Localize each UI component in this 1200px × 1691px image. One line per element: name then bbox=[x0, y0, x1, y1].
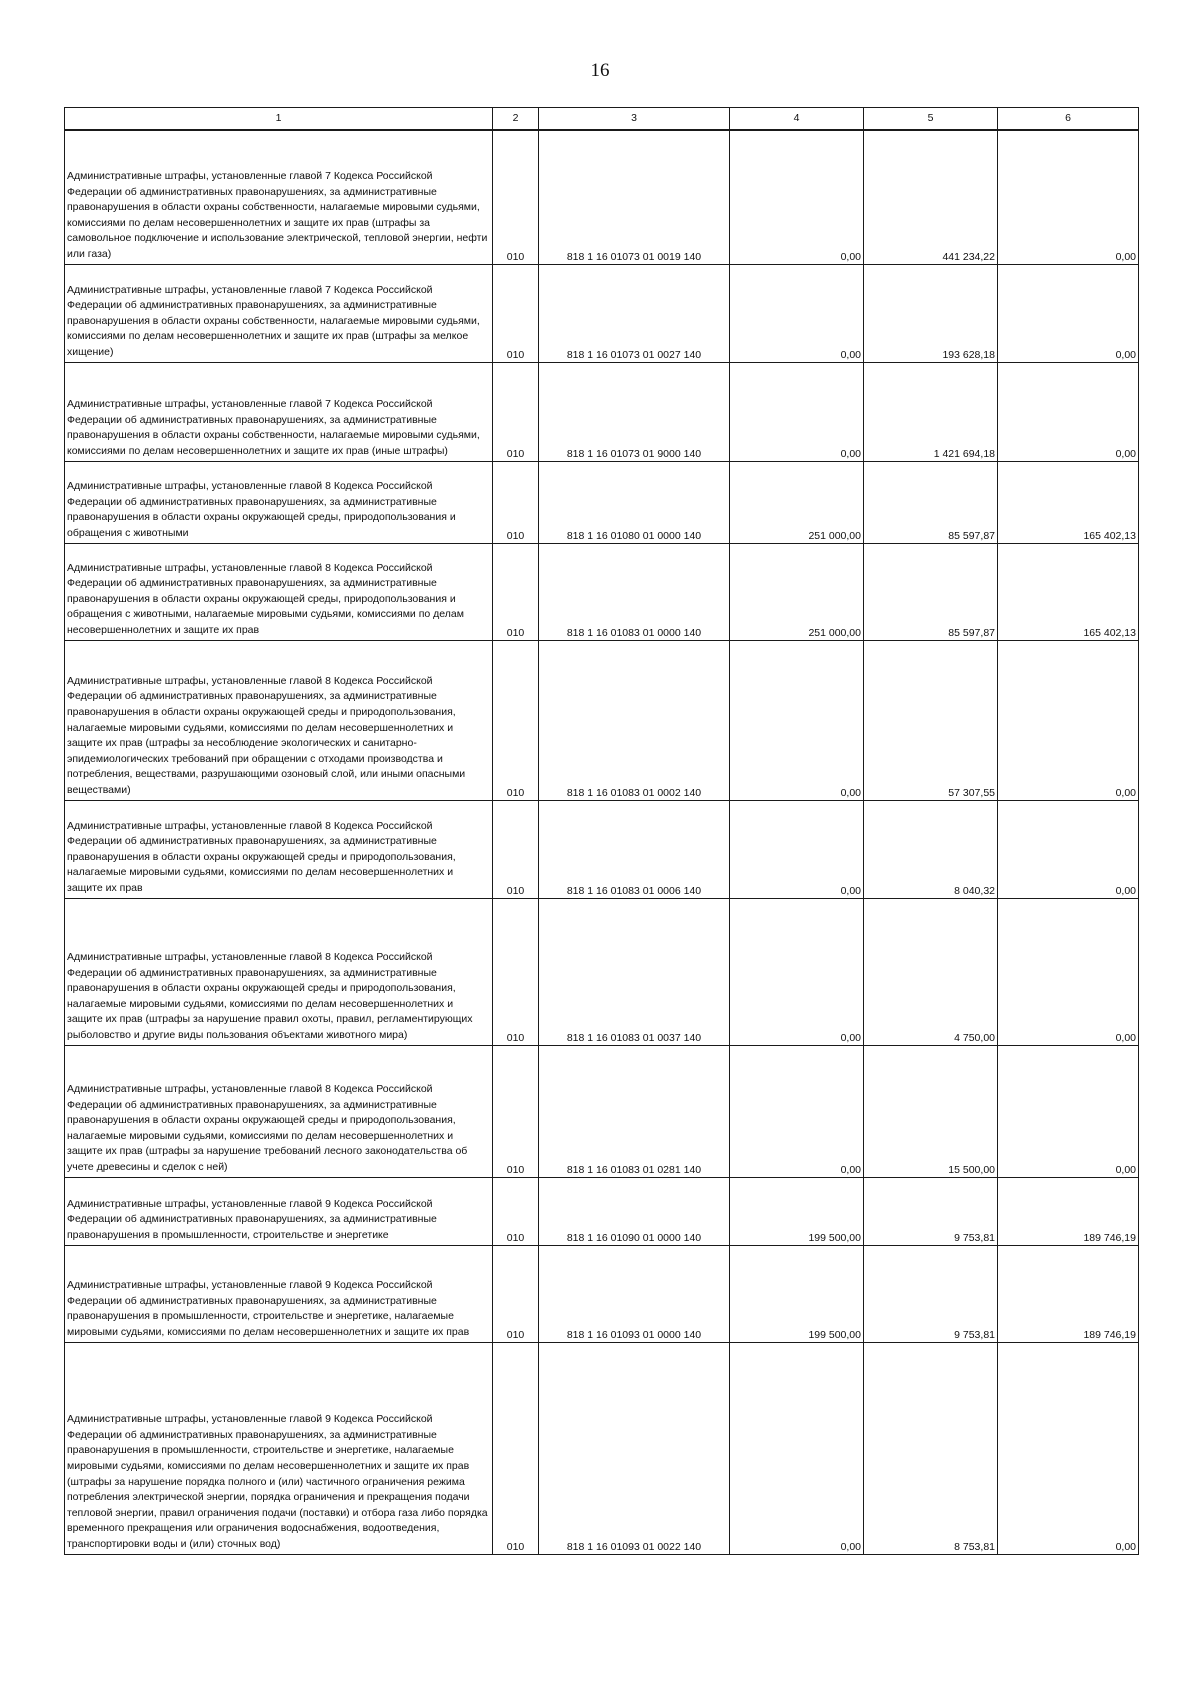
row-value-col5: 441 234,22 bbox=[864, 130, 998, 264]
row-description: Административные штрафы, установленные главой 9 Кодекса Российской Федерации об административных правонарушениях, за административные правонарушения в промышленности, строительстве и энергетике, налагаемые мировыми судьями, комиссиями по делам несовершеннолетних и защите их прав (штрафы за нарушение порядка полного и (или) частичного ограничения режима потребления электрической энергии, порядка ограничения и прекращения подачи тепловой энергии, правил ограничения подачи (поставки) и отбора газа либо порядка временного прекращения или ограничения водоснабжения, водоотведения, транспортировки воды и (или) сточных вод) bbox=[65, 1342, 493, 1554]
row-value-col4: 251 000,00 bbox=[730, 461, 864, 543]
row-value-col4: 0,00 bbox=[730, 640, 864, 800]
row-value-col6: 0,00 bbox=[998, 130, 1139, 264]
row-budget-code: 818 1 16 01083 01 0037 140 bbox=[539, 898, 730, 1045]
column-header-5: 5 bbox=[864, 108, 998, 131]
row-value-col4: 199 500,00 bbox=[730, 1177, 864, 1245]
table-row bbox=[65, 1045, 1139, 1177]
row-value-col6: 0,00 bbox=[998, 1045, 1139, 1177]
column-number-header-row bbox=[65, 108, 1139, 131]
row-value-col5: 57 307,55 bbox=[864, 640, 998, 800]
row-value-col5: 193 628,18 bbox=[864, 264, 998, 362]
row-description: Административные штрафы, установленные главой 8 Кодекса Российской Федерации об административных правонарушениях, за административные правонарушения в области охраны окружающей среды и природопользования, налагаемые мировыми судьями, комиссиями по делам несовершеннолетних и защите их прав (штрафы за несоблюдение экологических и санитарно-эпидемиологических требований при обращении с отходами производства и потребления, веществами, разрушающими озоновый слой, или иными опасными веществами) bbox=[65, 640, 493, 800]
row-budget-code: 818 1 16 01083 01 0002 140 bbox=[539, 640, 730, 800]
row-description: Административные штрафы, установленные главой 8 Кодекса Российской Федерации об административных правонарушениях, за административные правонарушения в области охраны окружающей среды, природопользования и обращения с животными, налагаемые мировыми судьями, комиссиями по делам несовершеннолетних и защите их прав bbox=[65, 543, 493, 640]
row-value-col4: 0,00 bbox=[730, 800, 864, 898]
table-row bbox=[65, 264, 1139, 362]
row-value-col6: 0,00 bbox=[998, 264, 1139, 362]
row-line-code: 010 bbox=[493, 543, 539, 640]
row-value-col4: 199 500,00 bbox=[730, 1245, 864, 1342]
row-line-code: 010 bbox=[493, 264, 539, 362]
table-row bbox=[65, 1342, 1139, 1554]
row-value-col6: 165 402,13 bbox=[998, 461, 1139, 543]
row-value-col5: 85 597,87 bbox=[864, 461, 998, 543]
row-description: Административные штрафы, установленные главой 7 Кодекса Российской Федерации об административных правонарушениях, за административные правонарушения в области охраны собственности, налагаемые мировыми судьями, комиссиями по делам несовершеннолетних и защите их прав (штрафы за самовольное подключение и использование электрической, тепловой энергии, нефти или газа) bbox=[65, 130, 493, 264]
table-row bbox=[65, 1245, 1139, 1342]
row-value-col4: 0,00 bbox=[730, 1045, 864, 1177]
page-number: 16 bbox=[590, 60, 610, 81]
row-value-col4: 0,00 bbox=[730, 130, 864, 264]
row-value-col6: 0,00 bbox=[998, 362, 1139, 461]
row-value-col6: 189 746,19 bbox=[998, 1245, 1139, 1342]
row-description: Административные штрафы, установленные главой 7 Кодекса Российской Федерации об административных правонарушениях, за административные правонарушения в области охраны собственности, налагаемые мировыми судьями, комиссиями по делам несовершеннолетних и защите их прав (иные штрафы) bbox=[65, 362, 493, 461]
row-value-col5: 9 753,81 bbox=[864, 1245, 998, 1342]
row-line-code: 010 bbox=[493, 362, 539, 461]
table-row bbox=[65, 1177, 1139, 1245]
row-budget-code: 818 1 16 01083 01 0281 140 bbox=[539, 1045, 730, 1177]
row-value-col6: 189 746,19 bbox=[998, 1177, 1139, 1245]
row-value-col4: 0,00 bbox=[730, 264, 864, 362]
row-description: Административные штрафы, установленные главой 9 Кодекса Российской Федерации об административных правонарушениях, за административные правонарушения в промышленности, строительстве и энергетике bbox=[65, 1177, 493, 1245]
row-value-col5: 8 040,32 bbox=[864, 800, 998, 898]
column-header-2: 2 bbox=[493, 108, 539, 131]
row-value-col6: 0,00 bbox=[998, 640, 1139, 800]
row-description: Административные штрафы, установленные главой 8 Кодекса Российской Федерации об административных правонарушениях, за административные правонарушения в области охраны окружающей среды и природопользования, налагаемые мировыми судьями, комиссиями по делам несовершеннолетних и защите их прав (штрафы за нарушение требований лесного законодательства об учете древесины и сделок с ней) bbox=[65, 1045, 493, 1177]
row-value-col5: 1 421 694,18 bbox=[864, 362, 998, 461]
table-row bbox=[65, 362, 1139, 461]
column-header-6: 6 bbox=[998, 108, 1139, 131]
row-line-code: 010 bbox=[493, 1245, 539, 1342]
row-value-col5: 4 750,00 bbox=[864, 898, 998, 1045]
row-line-code: 010 bbox=[493, 1177, 539, 1245]
row-description: Административные штрафы, установленные главой 8 Кодекса Российской Федерации об административных правонарушениях, за административные правонарушения в области охраны окружающей среды и природопользования, налагаемые мировыми судьями, комиссиями по делам несовершеннолетних и защите их прав bbox=[65, 800, 493, 898]
row-value-col5: 85 597,87 bbox=[864, 543, 998, 640]
row-budget-code: 818 1 16 01090 01 0000 140 bbox=[539, 1177, 730, 1245]
row-line-code: 010 bbox=[493, 1045, 539, 1177]
row-budget-code: 818 1 16 01093 01 0000 140 bbox=[539, 1245, 730, 1342]
row-value-col4: 0,00 bbox=[730, 898, 864, 1045]
row-budget-code: 818 1 16 01073 01 9000 140 bbox=[539, 362, 730, 461]
row-budget-code: 818 1 16 01083 01 0000 140 bbox=[539, 543, 730, 640]
report-table bbox=[64, 107, 1139, 1555]
row-description: Административные штрафы, установленные главой 8 Кодекса Российской Федерации об административных правонарушениях, за административные правонарушения в области охраны окружающей среды и природопользования, налагаемые мировыми судьями, комиссиями по делам несовершеннолетних и защите их прав (штрафы за нарушение правил охоты, правил, регламентирующих рыболовство и другие виды пользования объектами животного мира) bbox=[65, 898, 493, 1045]
table-row bbox=[65, 898, 1139, 1045]
row-value-col4: 0,00 bbox=[730, 362, 864, 461]
row-value-col5: 15 500,00 bbox=[864, 1045, 998, 1177]
row-value-col6: 165 402,13 bbox=[998, 543, 1139, 640]
row-value-col5: 8 753,81 bbox=[864, 1342, 998, 1554]
row-value-col4: 251 000,00 bbox=[730, 543, 864, 640]
row-line-code: 010 bbox=[493, 130, 539, 264]
table-row bbox=[65, 461, 1139, 543]
row-description: Административные штрафы, установленные главой 9 Кодекса Российской Федерации об административных правонарушениях, за административные правонарушения в промышленности, строительстве и энергетике, налагаемые мировыми судьями, комиссиями по делам несовершеннолетних и защите их прав bbox=[65, 1245, 493, 1342]
row-value-col6: 0,00 bbox=[998, 1342, 1139, 1554]
column-header-4: 4 bbox=[730, 108, 864, 131]
row-line-code: 010 bbox=[493, 640, 539, 800]
row-budget-code: 818 1 16 01093 01 0022 140 bbox=[539, 1342, 730, 1554]
row-line-code: 010 bbox=[493, 461, 539, 543]
table-row bbox=[65, 543, 1139, 640]
row-budget-code: 818 1 16 01083 01 0006 140 bbox=[539, 800, 730, 898]
row-value-col5: 9 753,81 bbox=[864, 1177, 998, 1245]
row-budget-code: 818 1 16 01073 01 0027 140 bbox=[539, 264, 730, 362]
column-header-1: 1 bbox=[65, 108, 493, 131]
row-value-col6: 0,00 bbox=[998, 800, 1139, 898]
table-row bbox=[65, 130, 1139, 264]
row-line-code: 010 bbox=[493, 800, 539, 898]
row-value-col4: 0,00 bbox=[730, 1342, 864, 1554]
row-line-code: 010 bbox=[493, 1342, 539, 1554]
row-value-col6: 0,00 bbox=[998, 898, 1139, 1045]
row-line-code: 010 bbox=[493, 898, 539, 1045]
row-description: Административные штрафы, установленные главой 7 Кодекса Российской Федерации об административных правонарушениях, за административные правонарушения в области охраны собственности, налагаемые мировыми судьями, комиссиями по делам несовершеннолетних и защите их прав (штрафы за мелкое хищение) bbox=[65, 264, 493, 362]
table-row bbox=[65, 640, 1139, 800]
table-row bbox=[65, 800, 1139, 898]
column-header-3: 3 bbox=[539, 108, 730, 131]
row-budget-code: 818 1 16 01073 01 0019 140 bbox=[539, 130, 730, 264]
row-description: Административные штрафы, установленные главой 8 Кодекса Российской Федерации об административных правонарушениях, за административные правонарушения в области охраны окружающей среды, природопользования и обращения с животными bbox=[65, 461, 493, 543]
row-budget-code: 818 1 16 01080 01 0000 140 bbox=[539, 461, 730, 543]
